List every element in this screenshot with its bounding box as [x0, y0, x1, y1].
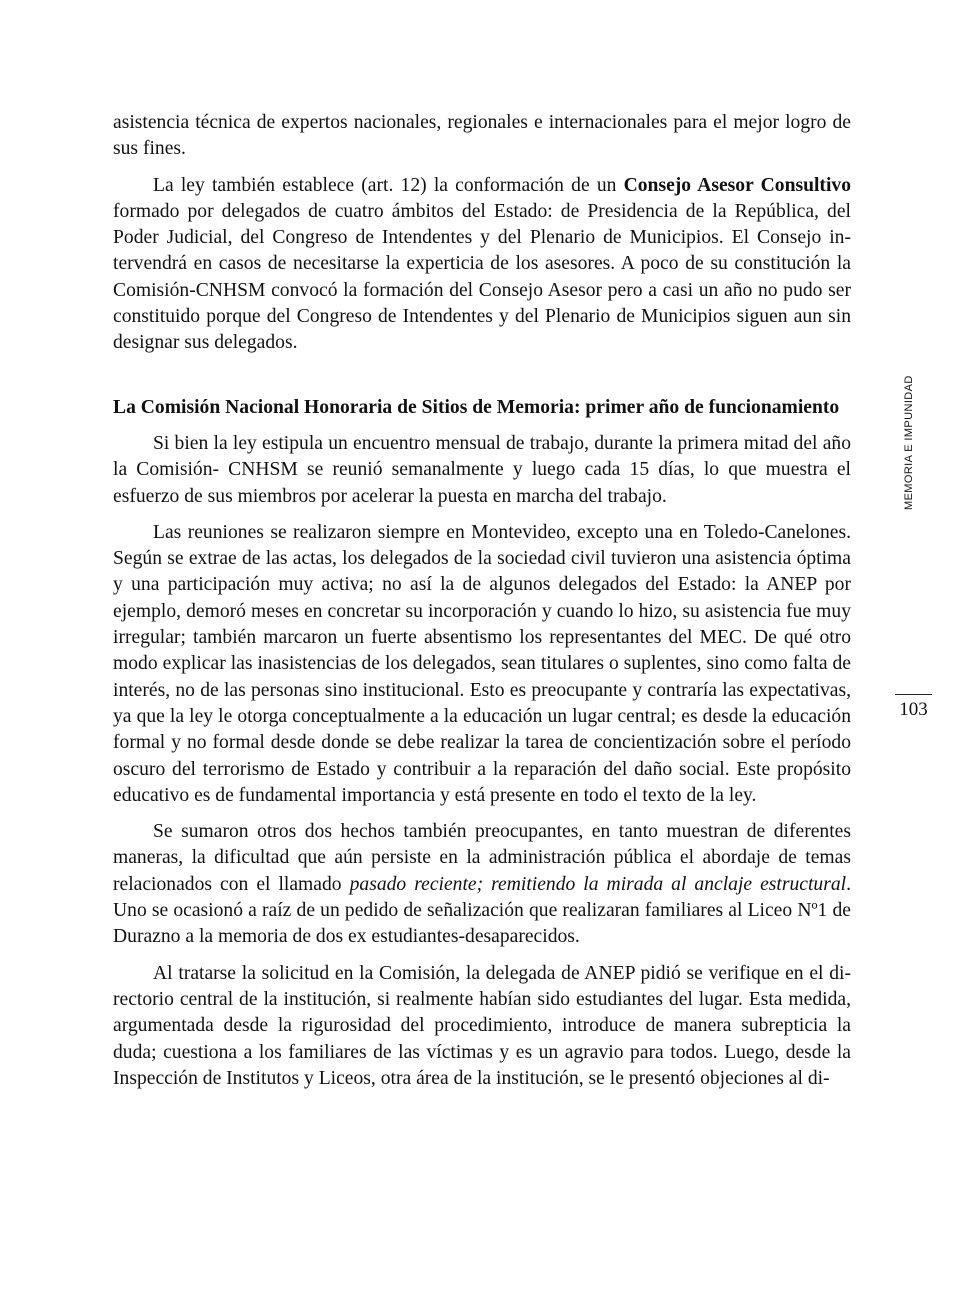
paragraph-continuation: asistencia técnica de expertos nacionales, regionales e internacionales para el mejor logro de sus fines.: [113, 112, 851, 160]
paragraph-reuniones-asistencia: Las reuniones se realizaron siempre en Montevideo, excepto una en Toledo-Canelones. Según se extrae de las actas, los delegados de la sociedad civil tuvieron una asistencia óptima y una participación muy activa; no así la de algunos delegados del Estado: la ANEP por ejemplo, demoró meses en concretar su incorporación y cuando lo hizo, su asistencia fue muy irregular; también marcaron un fuerte absentismo los representantes del MEC. De qué otro modo explicar las inasistencias de los delegados, sean titulares o suplentes, sino como falta de interés, no de las personas sino institucional. Esto es preocupante y contraría las expectativas, ya que la ley le otorga conceptualmente a la educación un lugar central; es desde la educación formal y no formal desde donde se debe realizar la tarea de concientización sobre el período oscuro del terrorismo de Estado y contribuir a la reparación del daño social. Este propósito educativo es de fundamental importancia y está presente en todo el texto de la ley.: [113, 521, 851, 806]
page-number-rule: [895, 694, 932, 695]
section-heading: La Comisión Nacional Honoraria de Sitios de Memoria: primer año de funcionamiento: [113, 396, 840, 418]
paragraph-text: . Uno se ocasionó a raíz de un pedido de señalización que realizaran familiares al Liceo Nº1 de Durazno a la memoria de dos ex estudiantes-desaparecidos.: [113, 873, 851, 948]
paragraph-reuniones-frecuencia: Si bien la ley estipula un encuentro mensual de trabajo, durante la primera mitad del año la Comisión- CNHSM se reunió semanalmente y luego cada 15 días, lo que muestra el esfuerzo de sus miembros por acelerar la puesta en marcha del trabajo.: [113, 432, 851, 507]
paragraph-consejo-asesor: [113, 173, 851, 357]
page-number: 103: [899, 699, 928, 720]
paragraph-solicitud-anep: Al tratarse la solicitud en la Comisión, la delegada de ANEP pidió se verifique en el directorio central de la institución, si realmente habían sido estudiantes del lugar. Esta medida, argumentada desde la rigurosidad del procedimiento, introduce de manera subrepticia la duda; cuestiona a los familiares de las víctimas y es un agravio para todos. Luego, desde la Inspección de Institutos y Liceos, otra área de la institución, se le presentó objeciones al di-: [113, 962, 851, 1089]
paragraph-hechos-preocupantes: [113, 819, 851, 950]
paragraph-text: formado por delegados de cuatro ámbitos del Estado: de Presidencia de la República, del Poder Judicial, del Congreso de Intendentes y del Plenario de Municipios. El Consejo intervendrá en casos de necesitarse la experticia de los asesores. A poco de su constitución la Comisión-CNHSM convocó la formación del Consejo Asesor pero a casi un año no pudo ser constituido porque del Congreso de Intendentes y del Plenario de Municipios siguen aun sin designar sus delegados.: [113, 200, 851, 354]
paragraph-text: La ley también establece (art. 12) la conformación de un: [153, 174, 624, 196]
italic-phrase: pasado reciente; remitiendo la mirada al anclaje estructural: [349, 873, 847, 895]
page-body: [113, 110, 851, 1092]
paragraph-text: Se sumaron otros dos hechos también preocupantes, en tanto muestran de diferentes maneras, la dificultad que aún persiste en la administración pública el abordaje de temas relacionados con el llamado: [113, 821, 851, 895]
running-title: MEMORIA E IMPUNIDAD: [903, 375, 915, 510]
bold-term: Consejo Asesor Consultivo: [623, 174, 851, 196]
